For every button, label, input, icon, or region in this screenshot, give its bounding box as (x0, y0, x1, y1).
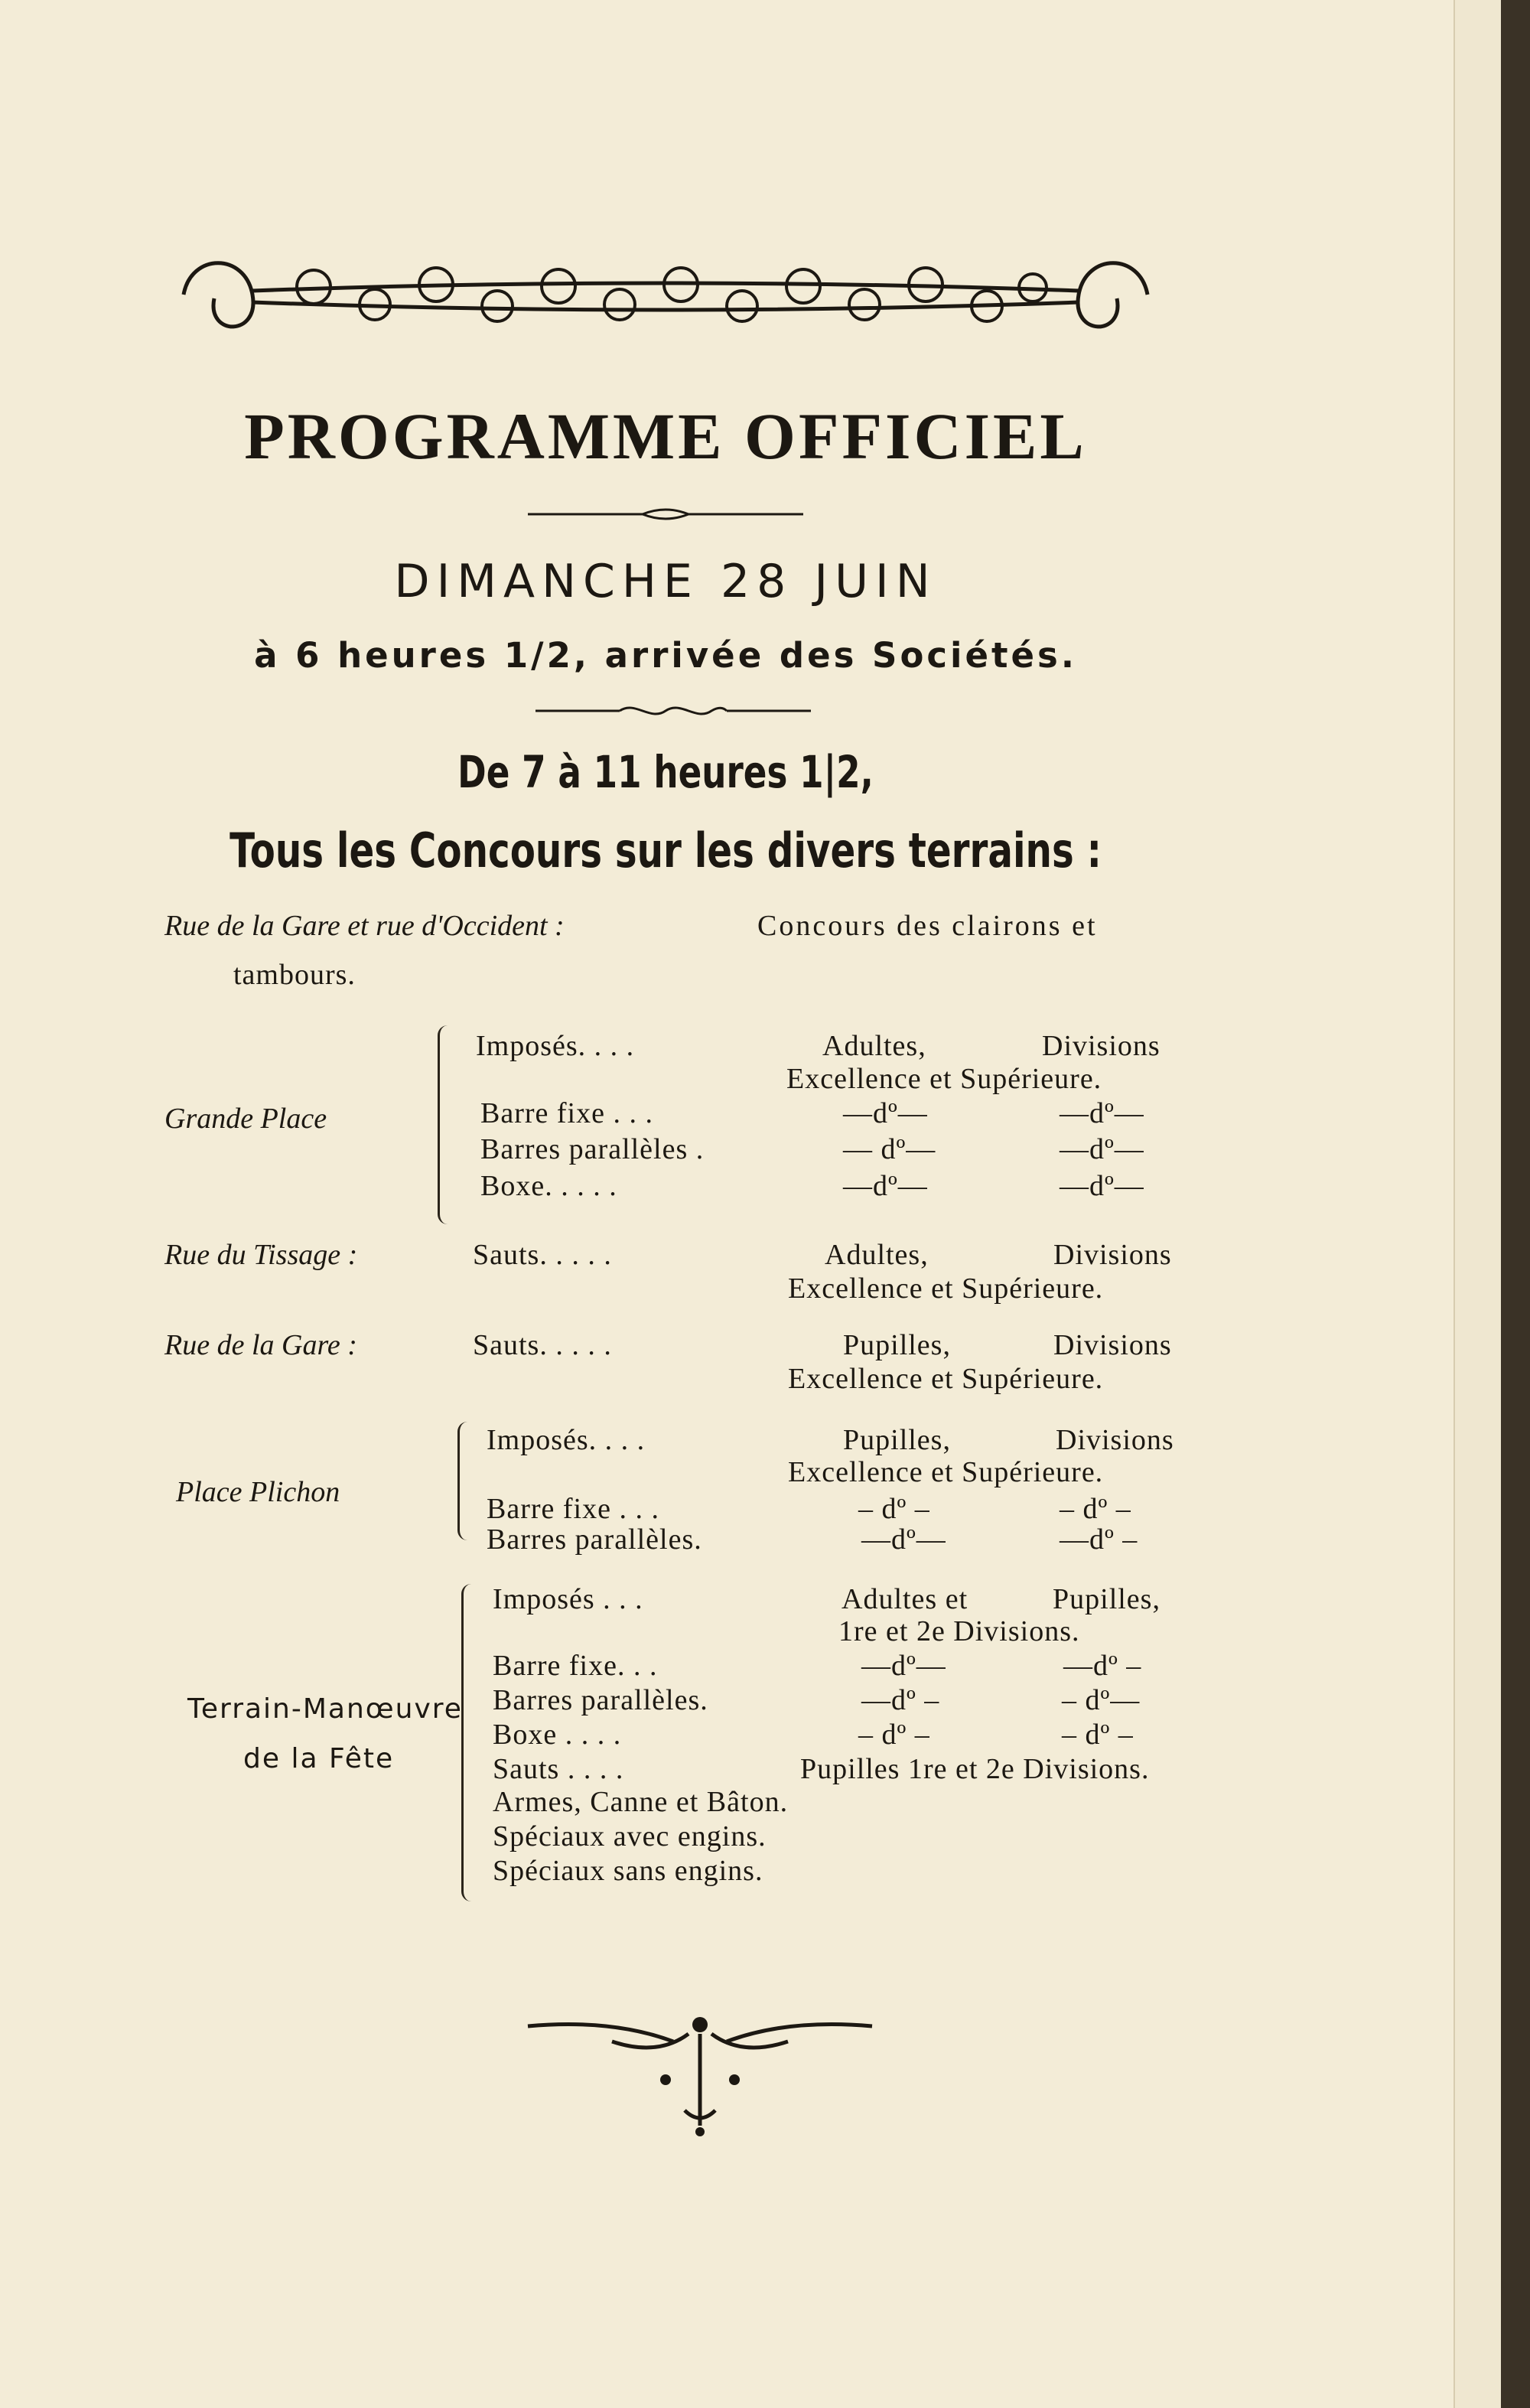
rue-gare-location: Rue de la Gare : (164, 1329, 357, 1361)
ditto-mark: – dº – (1060, 1493, 1131, 1525)
ditto-mark: —dº— (1060, 1170, 1144, 1202)
item-label: Barres parallèles . (480, 1133, 705, 1165)
divider-rule-icon (528, 505, 803, 523)
division-detail: Excellence et Supérieure. (788, 1272, 1104, 1305)
item-label: Sauts. . . . . (473, 1329, 612, 1361)
ditto-mark: —dº— (843, 1170, 928, 1202)
division-value: Divisions (1053, 1329, 1172, 1361)
ornament-fleuron-icon (520, 2003, 880, 2141)
intro-location: Rue de la Gare et rue d'Occident : (164, 910, 565, 942)
item-label: Armes, Canne et Bâton. (493, 1786, 789, 1818)
item-label: Spéciaux sans engins. (493, 1855, 763, 1887)
item-label: Spéciaux avec engins. (493, 1820, 767, 1852)
ditto-mark: – dº – (858, 1719, 930, 1751)
program-title: PROGRAMME OFFICIEL (244, 399, 1087, 473)
division-detail: Excellence et Supérieure. (788, 1456, 1104, 1488)
terrain-location: Terrain-Manœuvre (187, 1693, 463, 1725)
category-value: Adultes et (842, 1583, 968, 1615)
ditto-mark: —dº— (1060, 1097, 1144, 1129)
category-value: Adultes, (822, 1030, 926, 1062)
division-value: Pupilles, (1053, 1583, 1161, 1615)
brace-icon (461, 1584, 471, 1901)
item-label: Barres parallèles. (493, 1684, 708, 1716)
divider-flourish-icon (536, 700, 811, 720)
brace-icon (457, 1422, 467, 1540)
division-value: Divisions (1056, 1424, 1174, 1456)
division-detail: Excellence et Supérieure. (786, 1063, 1102, 1095)
division-detail: 1re et 2e Divisions. (838, 1615, 1080, 1647)
division-detail: Excellence et Supérieure. (788, 1363, 1104, 1395)
category-value: Pupilles, (843, 1424, 951, 1456)
category-value: Adultes, (825, 1239, 929, 1271)
terrain-location-continued: de la Fête (243, 1743, 395, 1774)
competitions-heading: Tous les Concours sur les divers terrains : (230, 823, 1102, 878)
item-label: Sauts . . . . (493, 1753, 624, 1785)
intro-text: Concours des clairons et (757, 910, 1098, 942)
item-label: Imposés. . . . (476, 1030, 635, 1062)
item-label: Barre fixe . . . (487, 1493, 659, 1525)
item-label: Barres parallèles. (487, 1523, 702, 1556)
item-label: Imposés . . . (493, 1583, 643, 1615)
ditto-mark: —dº— (1060, 1133, 1144, 1165)
division-value: Divisions (1053, 1239, 1172, 1271)
division-value: Divisions (1042, 1030, 1161, 1062)
item-label: Boxe . . . . (493, 1719, 622, 1751)
ditto-mark: —dº— (843, 1097, 928, 1129)
grande-place-location: Grande Place (164, 1103, 327, 1135)
brace-icon (438, 1025, 448, 1224)
item-label: Sauts. . . . . (473, 1239, 612, 1271)
ditto-mark: – dº – (858, 1493, 930, 1525)
intro-text-continued: tambours. (233, 959, 356, 991)
ditto-mark: – dº – (1062, 1719, 1134, 1751)
item-label: Barre fixe . . . (480, 1097, 653, 1129)
ditto-mark: —dº— (861, 1650, 946, 1682)
ditto-mark: — dº— (843, 1133, 936, 1165)
rue-tissage-location: Rue du Tissage : (164, 1239, 358, 1271)
item-label: Barre fixe. . . (493, 1650, 658, 1682)
event-date: DIMANCHE 28 JUIN (394, 555, 937, 608)
ditto-mark: —dº – (861, 1684, 940, 1716)
ditto-mark: —dº— (861, 1523, 946, 1556)
category-value: Pupilles, (843, 1329, 951, 1361)
ditto-mark: —dº – (1063, 1650, 1142, 1682)
binding-edge (1454, 0, 1501, 2408)
sauts-value: Pupilles 1re et 2e Divisions. (800, 1753, 1150, 1785)
ornamental-border-icon (176, 245, 1155, 344)
ditto-mark: —dº – (1060, 1523, 1138, 1556)
place-plichon-location: Place Plichon (176, 1476, 340, 1508)
schedule-heading: De 7 à 11 heures 1|2, (457, 746, 874, 798)
ditto-mark: – dº— (1062, 1684, 1141, 1716)
item-label: Imposés. . . . (487, 1424, 646, 1456)
item-label: Boxe. . . . . (480, 1170, 617, 1202)
arrival-note: à 6 heures 1/2, arrivée des Sociétés. (254, 635, 1077, 676)
